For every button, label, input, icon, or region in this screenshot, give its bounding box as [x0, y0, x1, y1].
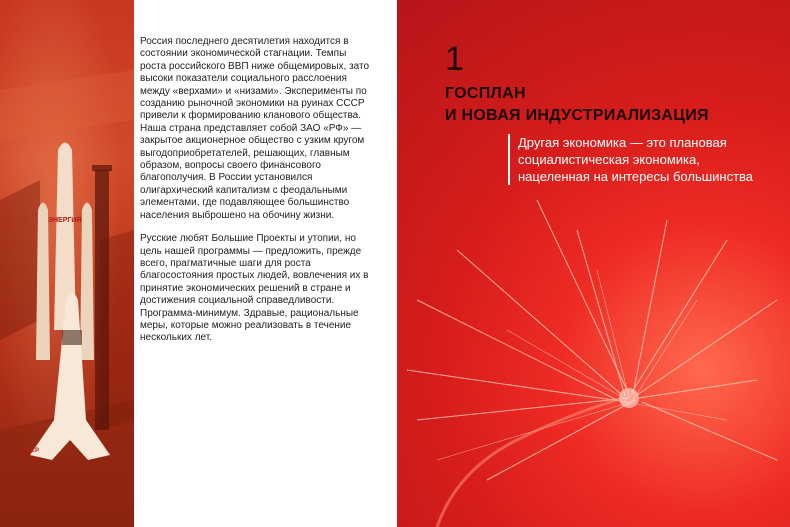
rocket-photo	[0, 0, 134, 527]
sparks-illustration	[397, 0, 790, 527]
chapter-subtitle-line-3: нацеленная на интересы большинства	[518, 169, 754, 184]
body-text-column	[140, 36, 372, 356]
chapter-cover-panel	[397, 0, 790, 527]
chapter-subtitle-line-2: социалистическая экономика,	[518, 152, 700, 167]
body-paragraph-1: Россия последнего десятилетия находится в состоянии экономической стагнации. Темпы роста российского ВВП ниже общемировых, зато высоки показатели социального расслоения между «верхами» и «низами». Эксперименты по созданию рыночной экономики на руинах СССР привели к формированию кланового общества. Наша страна представляет собой ЗАО «РФ» — закрытое акционерное общество с узким кругом выгодоприобретателей, решающих, главным образом, вопросы своего финансового благополучия. В России установился олигархический капитализм с феодальными элементами, где подавляющее большинство населения выброшено на обочину жизни.	[140, 36, 370, 221]
chapter-number: 1	[445, 40, 464, 78]
body-paragraph-2: Русские любят Большие Проекты и утопии, но цель нашей программы — предложить, прежде всего, прагматичные шаги для роста благосостояния простых людей, вовлечения их в принятие экономических решений в стране и достижения социальной справедливости. Программа-минимум. Здравые, рациональные меры, которые можно реализовать в течение нескольких лет.	[140, 233, 369, 344]
chapter-title	[445, 83, 765, 127]
chapter-subtitle-line-1: Другая экономика — это плановая	[518, 135, 727, 150]
energia-buran-illustration	[0, 0, 134, 527]
chapter-subtitle	[508, 134, 778, 185]
chapter-title-line-1: ГОСПЛАН	[445, 85, 526, 102]
shuttle-label: СССР	[22, 448, 40, 454]
rocket-label: ЭНЕРГИЯ	[48, 217, 82, 224]
chapter-title-line-2: И НОВАЯ ИНДУСТРИАЛИЗАЦИЯ	[445, 107, 709, 124]
